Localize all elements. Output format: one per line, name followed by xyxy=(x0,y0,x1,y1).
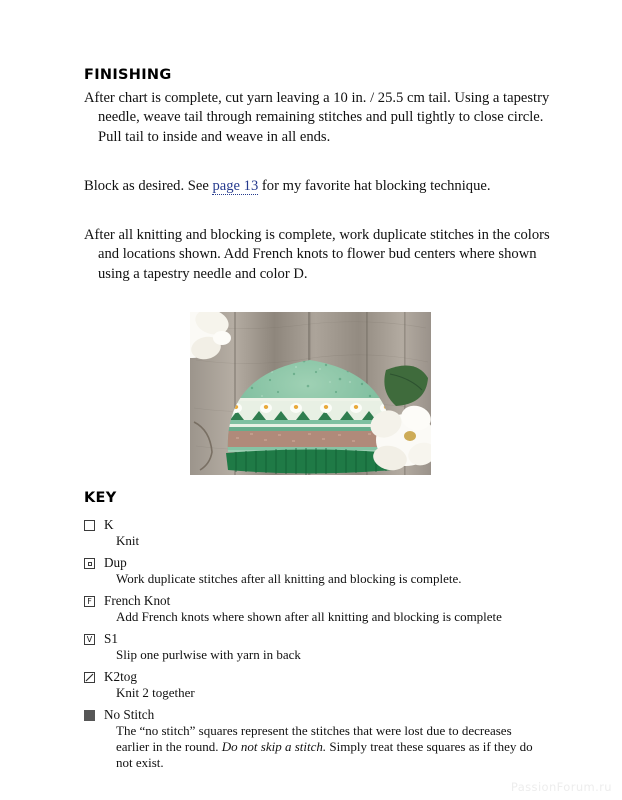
finishing-paragraph-2 xyxy=(84,177,554,196)
hat-photo-image xyxy=(190,312,431,475)
key-entry-description xyxy=(104,723,544,770)
site-watermark: PassionForum.ru xyxy=(510,780,612,794)
key-entry-title: No Stitch xyxy=(104,707,155,723)
key-entry-french-knot xyxy=(84,593,544,625)
paragraph-1-text: After chart is complete, cut yarn leaving a 10 in. / 25.5 cm tail. Using a tapestry needle, weave tail through remaining stitches and pull tightly to close circle. Pull tail to inside and weave in all ends. xyxy=(84,90,550,145)
french-knot-symbol-icon: F xyxy=(84,596,95,607)
key-entry-description: Slip one purlwise with yarn in back xyxy=(116,647,301,663)
key-entry-title: S1 xyxy=(104,631,118,647)
key-entry-no-stitch xyxy=(84,707,544,770)
key-list xyxy=(84,517,544,777)
duplicate-stitch-symbol-icon xyxy=(84,558,95,569)
no-stitch-desc-part1: The “no stitch” squares represent the stitches that were lost due to decreases earlier in the round. xyxy=(116,723,512,755)
paragraph-2-text-before: Block as desired. See xyxy=(84,178,213,194)
no-stitch-desc-part2: Simply treat these squares as if they do not exist. xyxy=(116,739,533,770)
inner-square-icon xyxy=(88,562,92,566)
key-entry-s1 xyxy=(84,631,544,663)
key-entry-k2tog xyxy=(84,669,544,701)
no-stitch-symbol-icon xyxy=(84,710,95,721)
paragraph-3-text: After all knitting and blocking is complete, work duplicate stitches in the colors and locations shown. Add French knots to flower bud centers where shown using a tapestry needle and color D. xyxy=(84,227,550,282)
k2tog-symbol-icon xyxy=(84,672,95,683)
diagonal-line-icon xyxy=(85,673,94,682)
key-entry-dup xyxy=(84,555,544,587)
no-stitch-desc-italic: Do not skip a stitch. xyxy=(221,739,327,755)
finishing-heading: FINISHING xyxy=(84,67,172,83)
key-entry-title: French Knot xyxy=(104,593,171,609)
key-entry-description: Knit xyxy=(116,533,140,548)
key-entry-description: Knit 2 together xyxy=(116,685,195,701)
key-entry-title: K xyxy=(104,517,114,532)
key-entry-title: Dup xyxy=(104,555,127,571)
finishing-paragraph-1 xyxy=(84,89,554,147)
key-heading: KEY xyxy=(84,490,117,506)
hat-photo xyxy=(190,312,431,475)
paragraph-2-text-after: for my favorite hat blocking technique. xyxy=(258,178,491,194)
key-entry-k xyxy=(84,517,544,549)
key-entry-description: Work duplicate stitches after all knitting and blocking is complete. xyxy=(116,571,462,587)
key-entry-description: Add French knots where shown after all knitting and blocking is complete xyxy=(116,609,502,625)
knit-symbol-icon xyxy=(84,520,95,531)
key-entry-title: K2tog xyxy=(104,669,137,685)
slip-one-symbol-icon: V xyxy=(84,634,95,645)
page-13-link[interactable]: page 13 xyxy=(212,178,259,194)
finishing-paragraph-3 xyxy=(84,226,554,284)
